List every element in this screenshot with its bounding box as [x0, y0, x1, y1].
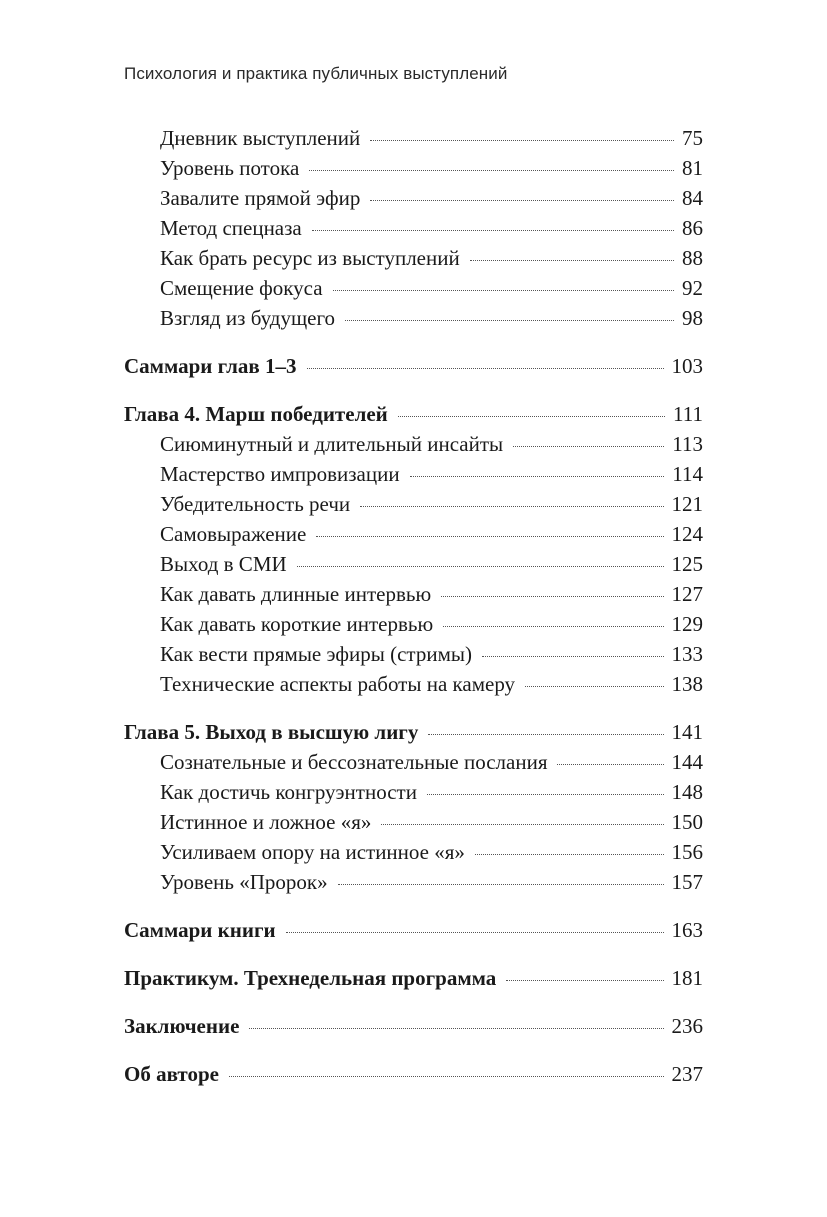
- dot-leader: [360, 506, 663, 507]
- toc-section: [124, 1062, 703, 1090]
- toc-chapter: [124, 720, 703, 748]
- toc-entry-title: Уровень потока: [160, 156, 300, 180]
- toc-entry-page: 98: [682, 306, 703, 330]
- toc-chapter-title: Глава 5. Выход в высшую лигу: [124, 720, 419, 744]
- toc-entry: [160, 432, 703, 460]
- toc-entry: [160, 462, 703, 490]
- toc-section-title: Саммари книги: [124, 918, 276, 942]
- dot-leader: [513, 446, 664, 447]
- toc-section-title: Об авторе: [124, 1062, 219, 1086]
- toc-entry-page: 124: [671, 522, 703, 546]
- toc-section-page: 236: [671, 1014, 703, 1038]
- dot-leader: [506, 980, 663, 981]
- toc-entry-title: Сиюминутный и длительный инсайты: [160, 432, 504, 456]
- toc-entry: [160, 522, 703, 550]
- toc-entry-title: Как вести прямые эфиры (стримы): [160, 642, 472, 666]
- toc-entry-title: Метод спецназа: [160, 216, 302, 240]
- dot-leader: [398, 416, 665, 417]
- toc-entry: [160, 246, 703, 274]
- toc-entry-page: 127: [671, 582, 703, 606]
- toc-entry-page: 86: [682, 216, 703, 240]
- toc-entry: [160, 552, 703, 580]
- toc-entry: [160, 672, 703, 700]
- toc-entry: [160, 306, 703, 334]
- dot-leader: [312, 230, 674, 231]
- toc-chapter-title: Глава 4. Марш победителей: [124, 402, 388, 426]
- toc-entry: [160, 126, 703, 154]
- toc-entry-title: Смещение фокуса: [160, 276, 323, 300]
- toc-entry-page: 133: [671, 642, 703, 666]
- toc-entry-page: 84: [682, 186, 703, 210]
- toc-entry-title: Уровень «Пророк»: [160, 870, 328, 894]
- toc-section-title: Заключение: [124, 1014, 240, 1038]
- toc-entry-title: Как достичь конгруэнтности: [160, 780, 417, 804]
- toc-section: [124, 918, 703, 946]
- dot-leader: [482, 656, 664, 657]
- toc-entry-page: 150: [671, 810, 703, 834]
- dot-leader: [381, 824, 663, 825]
- dot-leader: [338, 884, 664, 885]
- toc-entry-page: 156: [671, 840, 703, 864]
- dot-leader: [370, 140, 674, 141]
- dot-leader: [428, 734, 663, 735]
- toc-section-page: 181: [671, 966, 703, 990]
- dot-leader: [307, 368, 664, 369]
- toc-entry-page: 129: [671, 612, 703, 636]
- dot-leader: [229, 1076, 664, 1077]
- toc-entry-title: Дневник выступлений: [160, 126, 361, 150]
- toc-entry: [160, 276, 703, 304]
- toc-section: [124, 1014, 703, 1042]
- toc-chapter-page: 111: [673, 402, 703, 426]
- toc-entry-page: 125: [671, 552, 703, 576]
- toc-entry-title: Сознательные и бессознательные послания: [160, 750, 548, 774]
- toc-entry-page: 157: [671, 870, 703, 894]
- dot-leader: [297, 566, 664, 567]
- toc-entry-title: Как брать ресурс из выступлений: [160, 246, 460, 270]
- toc-entry-page: 114: [672, 462, 703, 486]
- dot-leader: [557, 764, 663, 765]
- toc-entry: [160, 870, 703, 898]
- toc-entry-page: 113: [672, 432, 703, 456]
- dot-leader: [475, 854, 664, 855]
- toc-entry-title: Выход в СМИ: [160, 552, 287, 576]
- toc-chapter-page: 141: [671, 720, 703, 744]
- dot-leader: [525, 686, 663, 687]
- toc-entry: [160, 810, 703, 838]
- dot-leader: [470, 260, 674, 261]
- toc-entry: [160, 750, 703, 778]
- toc-section-page: 103: [671, 354, 703, 378]
- dot-leader: [309, 170, 674, 171]
- toc-section: [124, 354, 703, 382]
- toc-entry-title: Как давать длинные интервью: [160, 582, 432, 606]
- toc-entry-page: 88: [682, 246, 703, 270]
- toc-section-title: Практикум. Трехнедельная программа: [124, 966, 497, 990]
- toc-entry-page: 81: [682, 156, 703, 180]
- dot-leader: [443, 626, 663, 627]
- toc-entry-title: Взгляд из будущего: [160, 306, 336, 330]
- toc-entry: [160, 780, 703, 808]
- toc-section-page: 163: [671, 918, 703, 942]
- toc-entry-title: Истинное и ложное «я»: [160, 810, 372, 834]
- toc-entry-title: Как давать короткие интервью: [160, 612, 434, 636]
- dot-leader: [249, 1028, 663, 1029]
- dot-leader: [316, 536, 663, 537]
- toc-entry-title: Убедительность речи: [160, 492, 351, 516]
- toc-entry-title: Усиливаем опору на истинное «я»: [160, 840, 465, 864]
- toc-entry: [160, 582, 703, 610]
- running-head: Психология и практика публичных выступлений: [124, 64, 508, 83]
- toc-section-page: 237: [671, 1062, 703, 1086]
- toc-entry-title: Технические аспекты работы на камеру: [160, 672, 516, 696]
- toc-entry-page: 148: [671, 780, 703, 804]
- dot-leader: [410, 476, 665, 477]
- toc-chapter: [124, 402, 703, 430]
- toc-entry-title: Мастерство импровизации: [160, 462, 400, 486]
- dot-leader: [345, 320, 674, 321]
- toc-entry-page: 75: [682, 126, 703, 150]
- dot-leader: [427, 794, 664, 795]
- toc-entry-page: 138: [671, 672, 703, 696]
- toc-entry: [160, 492, 703, 520]
- toc-entry: [160, 612, 703, 640]
- toc-entry: [160, 216, 703, 244]
- toc-section-title: Саммари глав 1–3: [124, 354, 297, 378]
- toc-entry-page: 92: [682, 276, 703, 300]
- toc-entry: [160, 840, 703, 868]
- toc-entry: [160, 186, 703, 214]
- toc-entry: [160, 156, 703, 184]
- toc-entry-title: Самовыражение: [160, 522, 307, 546]
- dot-leader: [370, 200, 674, 201]
- toc-entry-title: Завалите прямой эфир: [160, 186, 361, 210]
- dot-leader: [441, 596, 663, 597]
- dot-leader: [286, 932, 664, 933]
- toc-entry-page: 121: [671, 492, 703, 516]
- toc-entry-page: 144: [671, 750, 703, 774]
- toc-section: [124, 966, 703, 994]
- dot-leader: [333, 290, 674, 291]
- toc-entry: [160, 642, 703, 670]
